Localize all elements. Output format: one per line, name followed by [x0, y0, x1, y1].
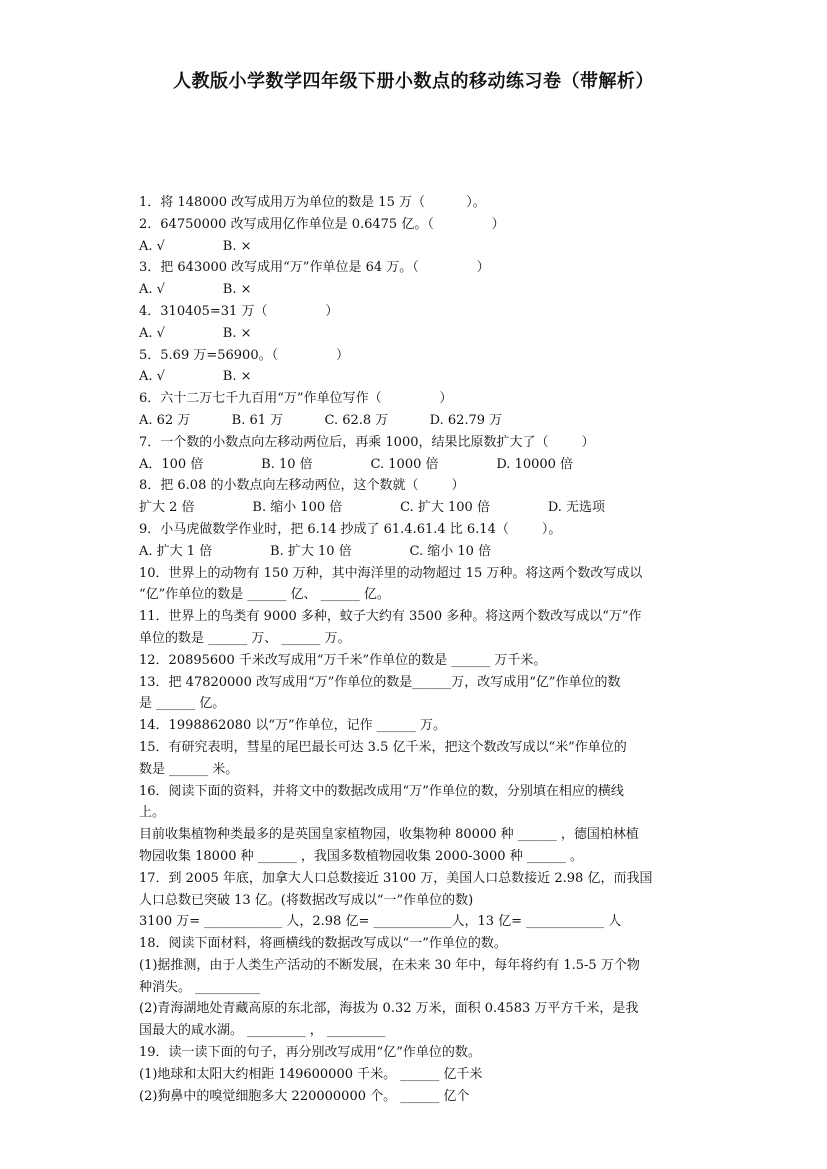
- exercise-line: 上。: [139, 805, 166, 821]
- exercise-line: (1)地球和太阳大约相距 149600000 千米。 ______ 亿千米: [139, 1066, 483, 1082]
- exercise-list: [139, 192, 691, 1107]
- exercise-line: 16．阅读下面的资料，并将文中的数据改成用“万”作单位的数，分别填在相应的横线: [139, 783, 624, 799]
- exercise-line: (2)狗鼻中的嗅觉细胞多大 220000000 个。 ______ 亿个: [139, 1088, 470, 1104]
- exercise-line: 4．310405=31 万（ ）: [139, 303, 339, 319]
- exercise-line: 目前收集植物种类最多的是英国皇家植物园，收集物种 80000 种 ______ ，德国柏林植: [139, 827, 639, 843]
- exercise-line: 扩大 2 倍 B. 缩小 100 倍 C. 扩大 100 倍 D. 无选项: [139, 500, 606, 516]
- exercise-line: A. 扩大 1 倍 B. 扩大 10 倍 C. 缩小 10 倍: [139, 543, 492, 559]
- exercise-line: A. √ B. ×: [139, 282, 252, 298]
- exercise-line: 3．把 643000 改写成用“万”作单位是 64 万。（ ）: [139, 260, 490, 276]
- exercise-line: A．100 倍 B. 10 倍 C. 1000 倍 D. 10000 倍: [139, 456, 574, 472]
- exercise-line: 6．六十二万七千九百用“万”作单位写作（ ）: [139, 391, 453, 407]
- exercise-line: 种消失。 __________: [139, 979, 261, 995]
- exercise-line: 数是 ______ 米。: [139, 761, 239, 777]
- exercise-line: 19．读一读下面的句子，再分别改写成用“亿”作单位的数。: [139, 1045, 481, 1061]
- exercise-line: A. √ B. ×: [139, 369, 252, 385]
- exercise-line: 8．把 6.08 的小数点向左移动两位，这个数就（ ）: [139, 478, 465, 494]
- exercise-line: 13．把 47820000 改写成用“万”作单位的数是______万，改写成用“亿”作单位的数: [139, 674, 621, 690]
- exercise-line: 3100 万= ____________ 人，2.98 亿= ____________人，13 亿= ____________ 人: [139, 914, 622, 930]
- exercise-line: 7．一个数的小数点向左移动两位后，再乘 1000，结果比原数扩大了（ ）: [139, 434, 595, 450]
- exercise-line: A. √ B. ×: [139, 325, 252, 341]
- exercise-line: 人口总数已突破 13 亿。(将数据改写成以“一”作单位的数): [139, 892, 474, 908]
- exercise-line: “亿”作单位的数是 ______ 亿、 ______ 亿。: [139, 587, 390, 603]
- exercise-line: A. 62 万 B. 61 万 C. 62.8 万 D. 62.79 万: [139, 412, 503, 428]
- exercise-line: (1)据推测，由于人类生产活动的不断发展，在未来 30 年中，每年将约有 1.5-5 万个物: [139, 957, 640, 973]
- exercise-line: A. √ B. ×: [139, 238, 252, 254]
- exercise-line: 是 ______ 亿。: [139, 696, 226, 712]
- exercise-line: 17．到 2005 年底，加拿大人口总数接近 3100 万，美国人口总数接近 2.98 亿，而我国: [139, 870, 653, 886]
- exercise-line: 14．1998862080 以“万”作单位，记作 ______ 万。: [139, 718, 446, 734]
- exercise-line: 国最大的咸水湖。 _________ ， _________: [139, 1023, 386, 1039]
- exercise-line: 10．世界上的动物有 150 万种，其中海洋里的动物超过 15 万种。将这两个数改写成以: [139, 565, 643, 581]
- exercise-line: 11．世界上的鸟类有 9000 多种，蚊子大约有 3500 多种。将这两个数改写成以“万”作: [139, 609, 642, 625]
- exercise-line: 5．5.69 万=56900。（ ）: [139, 347, 349, 363]
- exercise-line: 单位的数是 ______ 万、 ______ 万。: [139, 630, 351, 646]
- exercise-line: 9．小马虎做数学作业时，把 6.14 抄成了 61.4.61.4 比 6.14（ ）。: [139, 521, 562, 537]
- exercise-line: 18．阅读下面材料，将画横线的数据改写成以“一”作单位的数。: [139, 936, 507, 952]
- exercise-line: 12．20895600 千米改写成用“万千米”作单位的数是 ______ 万千米。: [139, 652, 547, 668]
- exercise-line: 物园收集 18000 种 ______ ，我国多数植物园收集 2000-3000 种 ______ 。: [139, 848, 583, 864]
- exercise-line: 15．有研究表明，彗星的尾巴最长可达 3.5 亿千米，把这个数改写成以“米”作单位的: [139, 739, 627, 755]
- exercise-line: 2．64750000 改写成用亿作单位是 0.6475 亿。（ ）: [139, 216, 505, 232]
- page-title: 人教版小学数学四年级下册小数点的移动练习卷（带解析）: [173, 71, 654, 92]
- exercise-line: (2)青海湖地处青藏高原的东北部，海拔为 0.32 万米，面积 0.4583 万平方千米，是我: [139, 1001, 639, 1017]
- exercise-line: 1．将 148000 改写成用万为单位的数是 15 万（ ）。: [139, 195, 486, 210]
